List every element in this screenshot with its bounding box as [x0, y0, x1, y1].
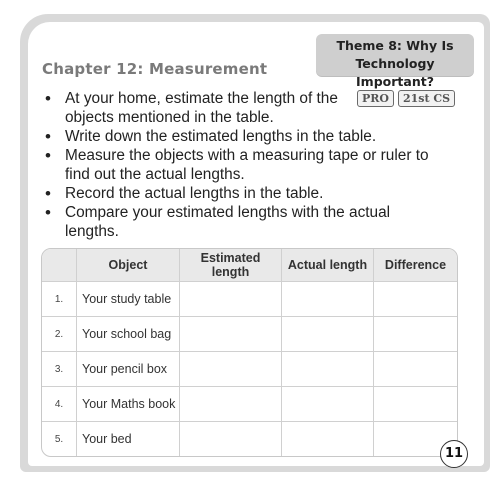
table-row	[42, 282, 457, 317]
estimated-length-cell[interactable]	[180, 352, 282, 387]
row-number: 3.	[42, 352, 77, 387]
row-number: 2.	[42, 317, 77, 352]
object-cell: Your bed	[77, 422, 180, 457]
table-row	[42, 352, 457, 387]
pro-badge: PRO	[357, 90, 394, 107]
difference-cell[interactable]	[374, 317, 458, 352]
instruction-item: • Compare your estimated lengths with the actual lengths.	[44, 203, 444, 241]
21st-cs-badge: 21st CS	[398, 90, 455, 107]
instruction-list	[44, 89, 444, 241]
object-cell: Your study table	[77, 282, 180, 317]
object-cell: Your pencil box	[77, 352, 180, 387]
instruction-item: • At your home, estimate the length of the objects mentioned in the table.	[44, 89, 444, 127]
object-cell: Your school bag	[77, 317, 180, 352]
estimated-length-cell[interactable]	[180, 282, 282, 317]
row-number: 5.	[42, 422, 77, 457]
theme-line-1: Theme 8: Why Is	[336, 38, 454, 53]
object-cell: Your Maths book	[77, 387, 180, 422]
actual-length-cell[interactable]	[282, 352, 374, 387]
table-row	[42, 317, 457, 352]
header-object: Object	[77, 249, 180, 282]
measurement-table	[41, 248, 458, 457]
row-number: 1.	[42, 282, 77, 317]
instruction-item: • Measure the objects with a measuring tape or ruler to find out the actual lengths.	[44, 146, 444, 184]
actual-length-cell[interactable]	[282, 282, 374, 317]
estimated-length-cell[interactable]	[180, 422, 282, 457]
difference-cell[interactable]	[374, 387, 458, 422]
row-number: 4.	[42, 387, 77, 422]
instruction-item: • Write down the estimated lengths in the table.	[44, 127, 444, 146]
theme-line-2: Technology Important?	[355, 56, 435, 89]
page-number: 11	[440, 440, 468, 468]
header-difference: Difference	[374, 249, 458, 282]
actual-length-cell[interactable]	[282, 422, 374, 457]
actual-length-cell[interactable]	[282, 387, 374, 422]
actual-length-cell[interactable]	[282, 317, 374, 352]
table-row	[42, 387, 457, 422]
chapter-title: Chapter 12: Measurement	[42, 60, 268, 78]
instruction-item: • Record the actual lengths in the table.	[44, 184, 444, 203]
difference-cell[interactable]	[374, 282, 458, 317]
difference-cell[interactable]	[374, 352, 458, 387]
estimated-length-cell[interactable]	[180, 387, 282, 422]
table-header-row	[42, 249, 457, 282]
header-actual-length: Actual length	[282, 249, 374, 282]
table-row	[42, 422, 457, 457]
header-number	[42, 249, 77, 282]
estimated-length-cell[interactable]	[180, 317, 282, 352]
header-estimated-length: Estimated length	[180, 249, 282, 282]
theme-tab	[316, 34, 474, 89]
